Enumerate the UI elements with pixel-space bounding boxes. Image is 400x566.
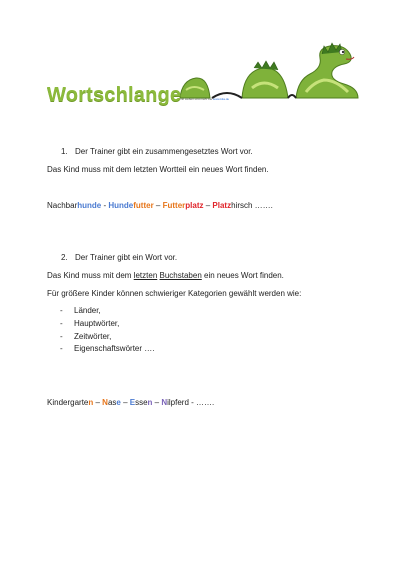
section2-rule	[47, 271, 284, 280]
example-word-part: E	[129, 398, 136, 407]
example-word-part: ilpferd	[167, 398, 189, 407]
separator: –	[93, 398, 103, 407]
separator: –	[120, 398, 130, 407]
section1-instruction: Der Trainer gibt ein zusammengesetztes Wort vor.	[75, 147, 253, 156]
section2-number: 2.	[61, 253, 68, 262]
example-word-part: as	[107, 398, 117, 407]
rule-text: Das Kind muss mit dem	[47, 271, 134, 280]
section1-number: 1.	[61, 147, 68, 156]
separator: –	[203, 201, 213, 210]
example-word-part: e	[116, 398, 121, 407]
list-item-text: Hauptwörter,	[74, 318, 120, 328]
example-word-part: Platz	[212, 201, 232, 210]
snake-icon	[172, 40, 362, 102]
example-word-part: sse	[135, 398, 148, 407]
category-list	[60, 305, 154, 356]
list-item-text: Zeitwörter,	[74, 331, 112, 341]
list-item: - Eigenschaftswörter ….	[60, 344, 155, 354]
section1-rule: Das Kind muss mit dem letzten Wortteil ein neues Wort finden.	[47, 165, 269, 174]
credit-text: mit Lieben und mehr bei	[180, 97, 213, 101]
ellipsis: …….	[252, 201, 273, 210]
example-word-part: N	[161, 398, 168, 407]
example-word-part: N	[102, 398, 108, 407]
credit-line	[180, 97, 229, 101]
example-word-part: Kindergarte	[47, 398, 89, 407]
list-item-text: Eigenschaftswörter ….	[74, 344, 155, 354]
section1-example	[47, 201, 273, 210]
section2-instruction: Der Trainer gibt ein Wort vor.	[75, 253, 178, 262]
example-word-part: platz	[185, 201, 204, 210]
example-word-part: Hunde	[108, 201, 134, 210]
list-item: - Hauptwörter,	[60, 318, 120, 328]
list-item: - Länder,	[60, 306, 101, 315]
list-item: - Zeitwörter,	[60, 331, 112, 341]
page-title: Wortschlange	[47, 84, 182, 106]
credit-link[interactable]: www.kita.de	[213, 97, 230, 101]
underlined-word: Buchstaben	[159, 271, 202, 280]
example-word-part: n	[147, 398, 153, 407]
example-word-part: futter	[133, 201, 154, 210]
rule-text: ein neues Wort finden.	[201, 271, 284, 280]
separator: -	[101, 201, 109, 210]
section2-example	[47, 398, 214, 407]
example-word-part: hirsch	[231, 201, 253, 210]
ellipsis: - …….	[188, 398, 215, 407]
example-word-part: n	[88, 398, 94, 407]
underlined-word: letzten	[133, 271, 158, 280]
separator: –	[152, 398, 162, 407]
example-word-part: Futter	[162, 201, 186, 210]
separator: –	[153, 201, 163, 210]
example-word-part: Nachbar	[47, 201, 78, 210]
categories-intro: Für größere Kinder können schwieriger Kategorien gewählt werden wie:	[47, 289, 302, 298]
list-item-text: Länder,	[74, 306, 101, 315]
example-word-part: hunde	[77, 201, 102, 210]
